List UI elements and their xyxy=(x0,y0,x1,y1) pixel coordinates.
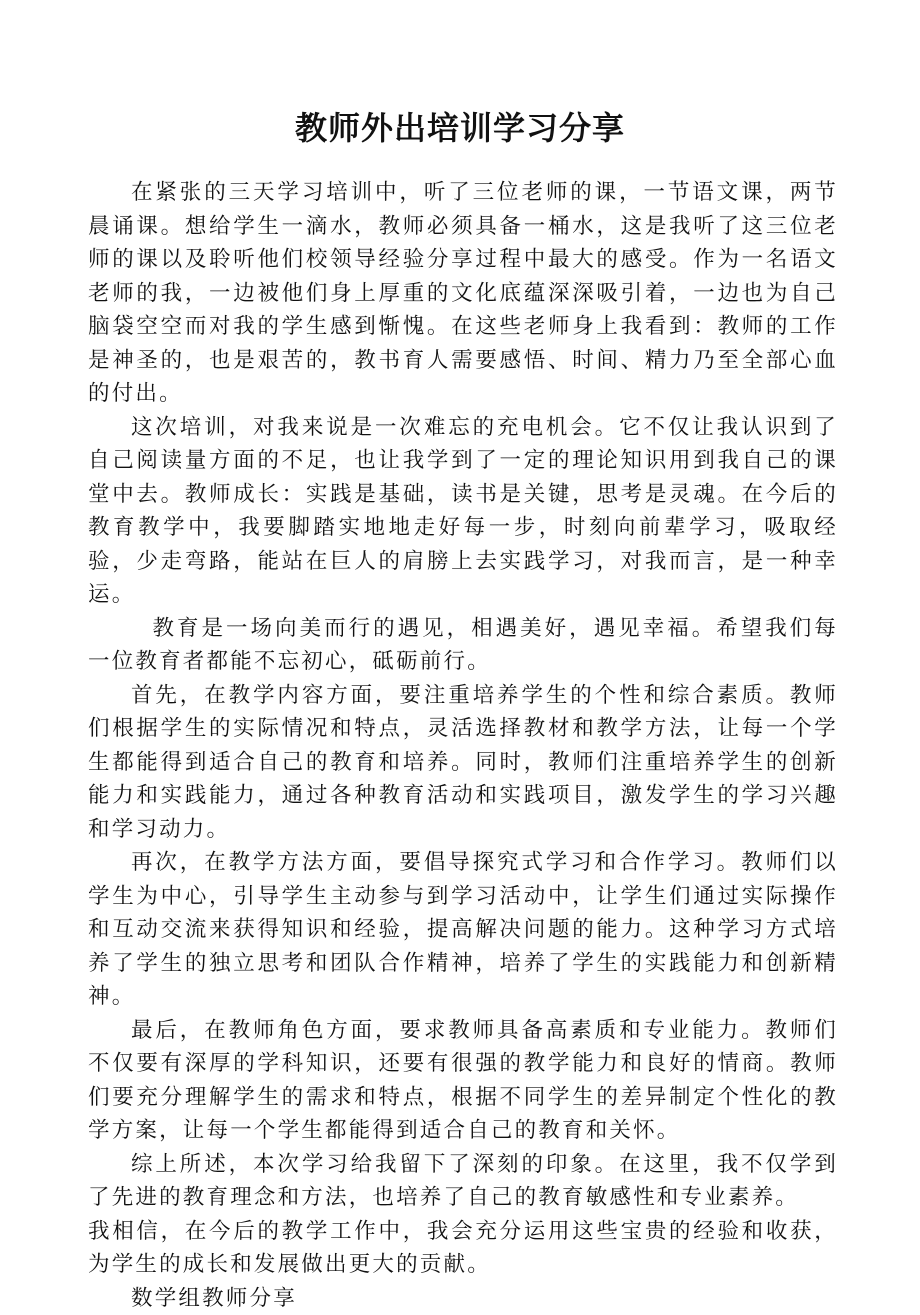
paragraph-3: 教育是一场向美而行的遇见，相遇美好，遇见幸福。希望我们每一位教育者都能不忘初心，砥砺前行。 xyxy=(88,612,838,679)
paragraph-1: 在紧张的三天学习培训中，听了三位老师的课，一节语文课，两节晨诵课。想给学生一滴水，教师必须具备一桶水，这是我听了这三位老师的课以及聆听他们校领导经验分享过程中最大的感受。作为一名语文老师的我，一边被他们身上厚重的文化底蕴深深吸引着，一边也为自己脑袋空空而对我的学生感到惭愧。在这些老师身上我看到：教师的工作是神圣的，也是艰苦的，教书育人需要感悟、时间、精力乃至全部心血的付出。 xyxy=(88,176,838,411)
document-title: 教师外出培训学习分享 xyxy=(0,104,920,152)
paragraph-8: 我相信，在今后的教学工作中，我会充分运用这些宝贵的经验和收获，为学生的成长和发展做出更大的贡献。 xyxy=(88,1215,838,1282)
document-body xyxy=(88,176,838,1315)
paragraph-2: 这次培训，对我来说是一次难忘的充电机会。它不仅让我认识到了自己阅读量方面的不足，也让我学到了一定的理论知识用到我自己的课堂中去。教师成长：实践是基础，读书是关键，思考是灵魂。在今后的教育教学中，我要脚踏实地地走好每一步，时刻向前辈学习，吸取经验，少走弯路，能站在巨人的肩膀上去实践学习，对我而言，是一种幸运。 xyxy=(88,411,838,612)
paragraph-5: 再次，在教学方法方面，要倡导探究式学习和合作学习。教师们以学生为中心，引导学生主动参与到学习活动中，让学生们通过实际操作和互动交流来获得知识和经验，提高解决问题的能力。这种学习方式培养了学生的独立思考和团队合作精神，培养了学生的实践能力和创新精神。 xyxy=(88,846,838,1014)
signature-line: 数学组教师分享 xyxy=(88,1282,838,1315)
paragraph-7: 综上所述，本次学习给我留下了深刻的印象。在这里，我不仅学到了先进的教育理念和方法，也培养了自己的教育敏感性和专业素养。 xyxy=(88,1148,838,1215)
paragraph-4: 首先，在教学内容方面，要注重培养学生的个性和综合素质。教师们根据学生的实际情况和特点，灵活选择教材和教学方法，让每一个学生都能得到适合自己的教育和培养。同时，教师们注重培养学生的创新能力和实践能力，通过各种教育活动和实践项目，激发学生的学习兴趣和学习动力。 xyxy=(88,679,838,847)
paragraph-6: 最后，在教师角色方面，要求教师具备高素质和专业能力。教师们不仅要有深厚的学科知识，还要有很强的教学能力和良好的情商。教师们要充分理解学生的需求和特点，根据不同学生的差异制定个性化的教学方案，让每一个学生都能得到适合自己的教育和关怀。 xyxy=(88,1014,838,1148)
